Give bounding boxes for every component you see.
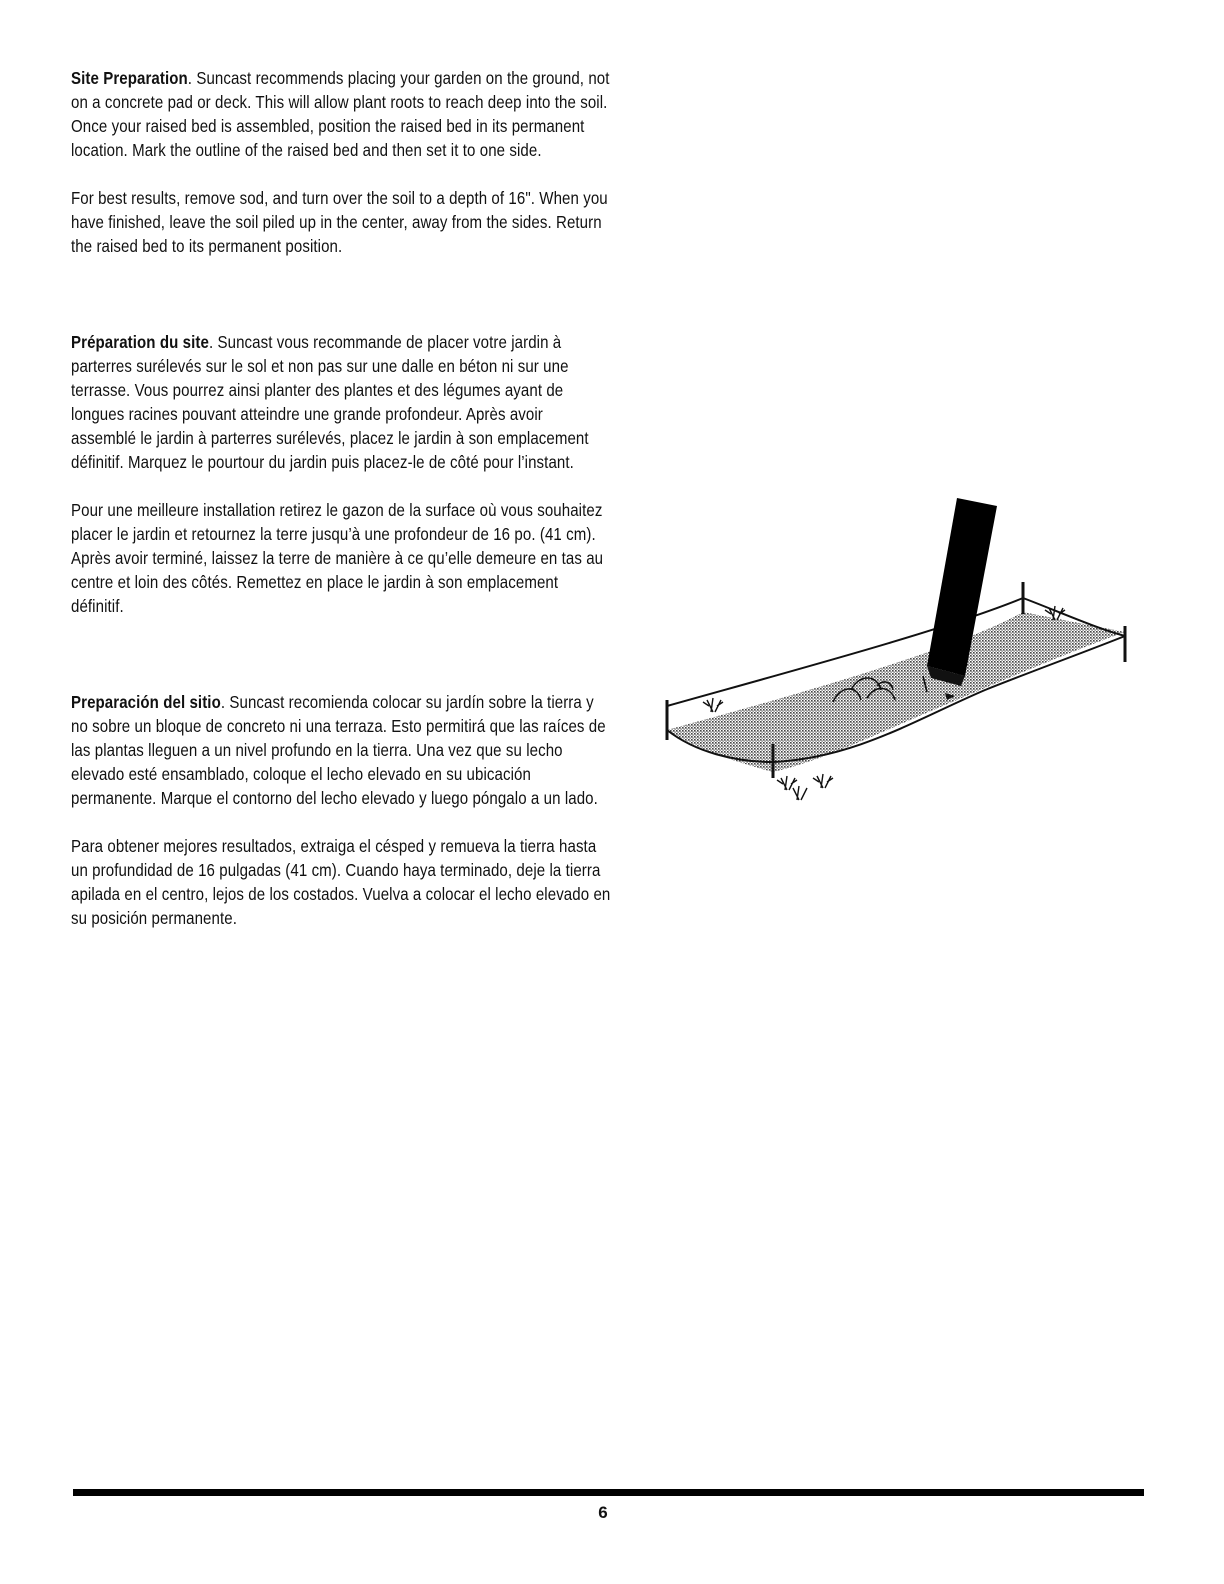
garden-bed-illustration xyxy=(655,490,1145,820)
soil-area xyxy=(667,612,1125,772)
spanish-paragraph-1 xyxy=(71,690,611,810)
french-heading: Préparation du site xyxy=(71,332,209,352)
english-paragraph-1 xyxy=(71,66,611,162)
english-paragraph-2: For best results, remove sod, and turn over the soil to a depth of 16". When you have finished, leave the soil piled up in the center, away from the sides. Return the raised bed to its permanent position. xyxy=(71,188,608,256)
english-heading: Site Preparation xyxy=(71,68,188,88)
footer-rule xyxy=(73,1489,1144,1496)
spanish-paragraph-2: Para obtener mejores resultados, extraiga el césped y remueva la tierra hasta un profundidad de 16 pulgadas (41 cm). Cuando haya terminado, deje la tierra apilada en el centro, lejos de los costados. Vuelva a colocar el lecho elevado en su posición permanente. xyxy=(71,836,611,928)
spanish-paragraph-1-body: . Suncast recomienda colocar su jardín sobre la tierra y no sobre un bloque de concreto ni una terraza. Esto permitirá que las raíces de las plantas lleguen a un nivel profundo en la tierra. Una vez que su lecho elevado esté ensamblado, coloque el lecho elevado en su ubicación permanente. Marque el contorno del lecho elevado y luego póngalo a un lado. xyxy=(71,692,606,808)
english-paragraph-1-body: . Suncast recommends placing your garden on the ground, not on a concrete pad or deck. This will allow plant roots to reach deep into the soil. Once your raised bed is assembled, position the raised bed in its permanent location. Mark the outline of the raised bed and then set it to one side. xyxy=(71,68,610,160)
spanish-heading: Preparación del sitio xyxy=(71,692,221,712)
french-paragraph-1-body: . Suncast vous recommande de placer votre jardin à parterres surélevés sur le sol et non pas sur une dalle en béton ni sur une terrasse. Vous pourrez ainsi planter des plantes et des légumes ayant de longues racines pouvant atteindre une grande profondeur. Après avoir assemblé le jardin à parterres surélevés, placez le jardin à son emplacement définitif. Marquez le pourtour du jardin puis placez-le de côté pour l’instant. xyxy=(71,332,589,472)
french-paragraph-2: Pour une meilleure installation retirez le gazon de la surface où vous souhaitez placer le jardin et retournez la terre jusqu’à une profondeur de 16 po. (41 cm). Après avoir terminé, laissez la terre de manière à ce qu’elle demeure en tas au centre et loin des côtés. Remettez en place le jardin à son emplacement définitif. xyxy=(71,500,604,616)
instructions-column xyxy=(71,66,611,930)
page-number: 6 xyxy=(598,1503,608,1522)
french-paragraph-1 xyxy=(71,330,611,474)
